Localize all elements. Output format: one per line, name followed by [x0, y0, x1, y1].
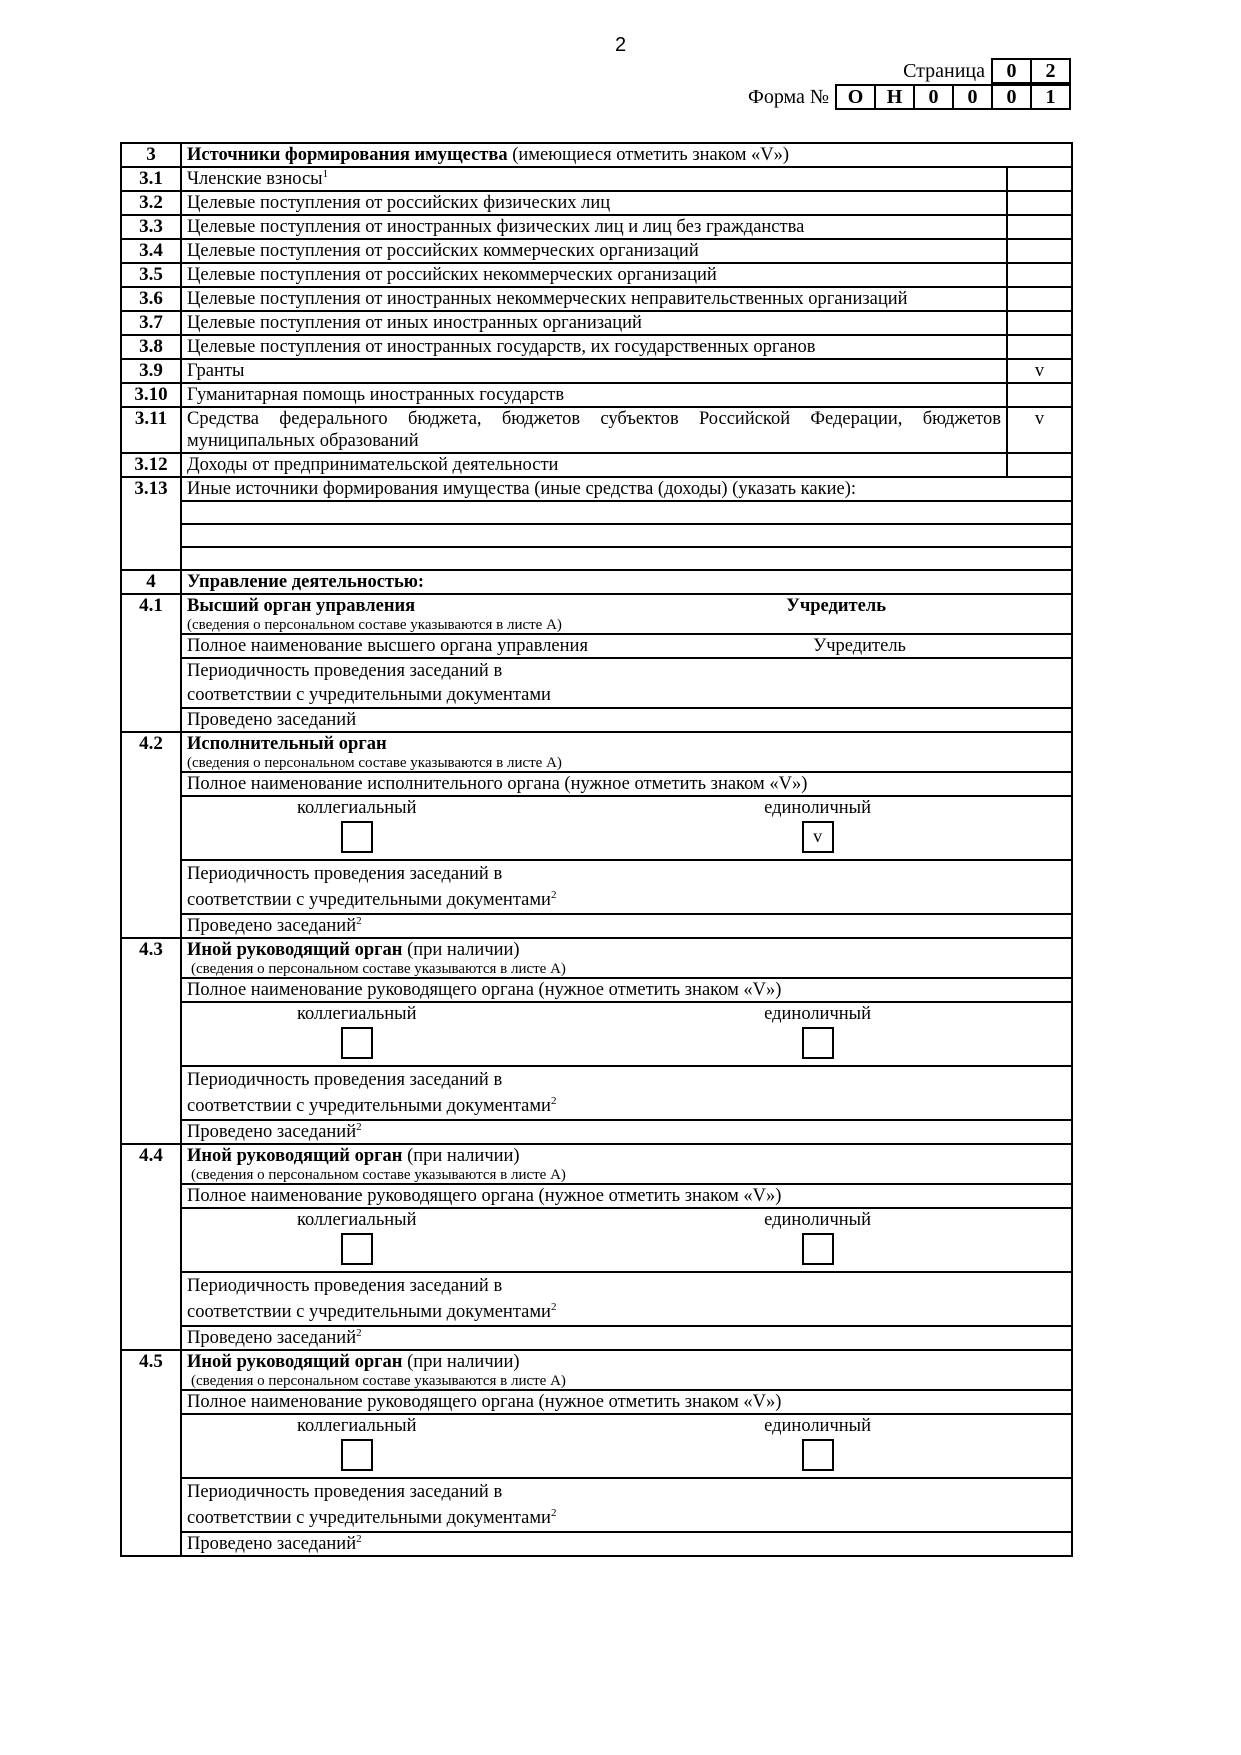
page-cells — [991, 58, 1071, 84]
section-title-cell — [181, 143, 1072, 167]
footnote-ref: 1 — [322, 167, 329, 180]
sole-label: единоличный — [764, 798, 871, 818]
body-type-options — [181, 1414, 1072, 1478]
collegial-label: коллегиальный — [297, 1004, 417, 1024]
sole-checkbox[interactable] — [802, 1439, 834, 1471]
form-cell: 0 — [954, 86, 993, 108]
section-3-header — [121, 143, 1072, 167]
full-name-cell — [181, 634, 1072, 658]
item-title-note: (при наличии) — [402, 940, 520, 960]
form-cell: 0 — [915, 86, 954, 108]
section-title-note: (имеющиеся отметить знаком «V») — [507, 145, 790, 165]
item-title: Исполнительный орган — [187, 734, 387, 754]
sole-checkbox[interactable] — [802, 1233, 834, 1265]
item-label: Целевые поступления от иностранных некоммерческих неправительственных организаций — [181, 287, 1007, 311]
page-indicator — [903, 58, 1071, 84]
governance-item-4-4 — [121, 1144, 1072, 1184]
item-title: Иной руководящий орган — [187, 1352, 403, 1372]
item-label: Целевые поступления от иностранных государств, их государственных органов — [181, 335, 1007, 359]
collegial-label: коллегиальный — [297, 1210, 417, 1230]
governance-item-4-5 — [121, 1350, 1072, 1390]
period-cell[interactable] — [181, 1272, 1072, 1326]
period-line2: соответствии с учредительными документами — [187, 1302, 551, 1322]
held-label: Проведено заседаний — [187, 916, 357, 936]
body-type-options — [181, 1002, 1072, 1066]
item-note: (сведения о персональном составе указываются в листе А) — [187, 755, 562, 771]
item-num: 4.2 — [121, 732, 181, 938]
other-sources-line-1[interactable] — [181, 501, 1072, 524]
page-number: 2 — [614, 34, 627, 56]
full-name-label: Полное наименование руководящего органа (нужное отметить знаком «V») — [181, 978, 1072, 1002]
period-cell[interactable] — [181, 658, 1072, 708]
footnote-ref: 2 — [356, 1532, 362, 1545]
period-cell[interactable] — [181, 860, 1072, 914]
source-checkbox[interactable] — [1007, 263, 1072, 287]
held-cell[interactable] — [181, 1120, 1072, 1144]
source-row — [121, 335, 1072, 359]
item-num: 3.3 — [121, 215, 181, 239]
source-row — [121, 407, 1072, 453]
item-num: 3.5 — [121, 263, 181, 287]
item-label: Иные источники формирования имущества (иные средства (доходы) (указать какие): — [181, 477, 1072, 501]
item-num: 3.9 — [121, 359, 181, 383]
governance-item-4-2 — [121, 732, 1072, 772]
full-name-label: Полное наименование исполнительного органа (нужное отметить знаком «V») — [181, 772, 1072, 796]
form-cell: 1 — [1045, 86, 1056, 108]
form-number — [748, 84, 1071, 110]
item-title-note: (при наличии) — [402, 1146, 520, 1166]
full-name-label: Полное наименование руководящего органа (нужное отметить знаком «V») — [181, 1184, 1072, 1208]
section-num: 3 — [121, 143, 181, 167]
page-cell: 0 — [993, 60, 1032, 82]
governance-item-4-3 — [121, 938, 1072, 978]
period-cell[interactable] — [181, 1066, 1072, 1120]
held-label: Проведено заседаний — [187, 1534, 357, 1554]
item-num: 3.11 — [121, 407, 181, 453]
item-num: 3.7 — [121, 311, 181, 335]
sole-label: единоличный — [764, 1004, 871, 1024]
body-type-options — [181, 796, 1072, 860]
full-name-label: Полное наименование высшего органа управления — [187, 636, 588, 656]
source-checkbox[interactable] — [1007, 239, 1072, 263]
footnote-ref: 2 — [550, 888, 557, 901]
item-label: Гранты — [181, 359, 1007, 383]
source-checkbox[interactable]: v — [1007, 359, 1072, 383]
item-title-cell — [181, 594, 1072, 634]
footnote-ref: 2 — [356, 1326, 362, 1339]
full-name-label: Полное наименование руководящего органа (нужное отметить знаком «V») — [181, 1390, 1072, 1414]
other-sources-line-2[interactable] — [181, 524, 1072, 547]
body-type-options — [181, 1208, 1072, 1272]
footnote-ref: 2 — [550, 1094, 557, 1107]
held-cell[interactable] — [181, 1326, 1072, 1350]
source-row — [121, 263, 1072, 287]
other-sources-row — [121, 477, 1072, 501]
source-checkbox[interactable]: v — [1007, 407, 1072, 453]
period-line1: Периодичность проведения заседаний в — [187, 661, 503, 681]
period-line2: соответствии с учредительными документами — [187, 1096, 551, 1116]
source-row — [121, 287, 1072, 311]
section-4-header — [121, 570, 1072, 594]
source-row — [121, 239, 1072, 263]
governance-item-4-1 — [121, 594, 1072, 634]
item-title-cell — [181, 1350, 1072, 1390]
item-note: (сведения о персональном составе указываются в листе А) — [191, 1373, 566, 1389]
report-form-table — [120, 142, 1073, 1557]
source-row — [121, 191, 1072, 215]
period-line2: соответствии с учредительными документами — [187, 685, 551, 705]
footnote-ref: 2 — [356, 1120, 362, 1133]
page-cell: 2 — [1045, 60, 1056, 82]
section-title: Источники формирования имущества — [187, 145, 508, 165]
item-label: Доходы от предпринимательской деятельности — [181, 453, 1007, 477]
held-cell[interactable] — [181, 914, 1072, 938]
item-label-cell — [181, 167, 1007, 191]
period-line1: Периодичность проведения заседаний в — [187, 1276, 503, 1296]
item-label: Целевые поступления от российских физических лиц — [181, 191, 1007, 215]
source-checkbox[interactable] — [1007, 167, 1072, 191]
item-title-cell — [181, 1144, 1072, 1184]
item-num: 3.8 — [121, 335, 181, 359]
form-cell: О — [837, 86, 876, 108]
item-title: Иной руководящий орган — [187, 1146, 403, 1166]
item-num: 3.13 — [121, 477, 181, 570]
item-num: 3.4 — [121, 239, 181, 263]
item-note: (сведения о персональном составе указываются в листе А) — [191, 961, 566, 977]
item-title: Высший орган управления — [187, 596, 416, 616]
item-title-cell — [181, 732, 1072, 772]
held-cell[interactable]: Проведено заседаний — [181, 708, 1072, 732]
footnote-ref: 2 — [356, 914, 362, 927]
item-num: 4.3 — [121, 938, 181, 1144]
source-checkbox[interactable] — [1007, 287, 1072, 311]
collegial-checkbox[interactable] — [341, 1027, 373, 1059]
collegial-label: коллегиальный — [297, 1416, 417, 1436]
source-checkbox[interactable] — [1007, 383, 1072, 407]
period-line1: Периодичность проведения заседаний в — [187, 1482, 503, 1502]
item-num: 3.2 — [121, 191, 181, 215]
item-note: (сведения о персональном составе указываются в листе А) — [187, 617, 562, 633]
item-title-cell — [181, 938, 1072, 978]
source-row — [121, 383, 1072, 407]
item-num: 3.6 — [121, 287, 181, 311]
page-label: Страница — [903, 59, 985, 82]
item-title: Иной руководящий орган — [187, 940, 403, 960]
item-note: (сведения о персональном составе указываются в листе А) — [191, 1167, 566, 1183]
sole-label: единоличный — [764, 1210, 871, 1230]
section-title: Управление деятельностью: — [181, 570, 1072, 594]
item-title-note: (при наличии) — [402, 1352, 520, 1372]
period-cell[interactable] — [181, 1478, 1072, 1532]
collegial-checkbox[interactable] — [341, 821, 373, 853]
sole-label: единоличный — [764, 1416, 871, 1436]
item-label: Целевые поступления от российских коммерческих организаций — [181, 239, 1007, 263]
period-line1: Периодичность проведения заседаний в — [187, 1070, 503, 1090]
source-checkbox[interactable] — [1007, 191, 1072, 215]
source-checkbox[interactable] — [1007, 453, 1072, 477]
item-num: 4.4 — [121, 1144, 181, 1350]
source-checkbox[interactable] — [1007, 311, 1072, 335]
full-name-value[interactable]: Учредитель — [813, 636, 906, 656]
sole-checkbox[interactable]: v — [802, 821, 834, 853]
held-cell[interactable] — [181, 1532, 1072, 1556]
item-label: Целевые поступления от российских некоммерческих организаций — [181, 263, 1007, 287]
item-label: Целевые поступления от иных иностранных организаций — [181, 311, 1007, 335]
footnote-ref: 2 — [550, 1300, 557, 1313]
item-num: 3.12 — [121, 453, 181, 477]
source-row — [121, 453, 1072, 477]
held-label: Проведено заседаний — [187, 1328, 357, 1348]
held-label: Проведено заседаний — [187, 1122, 357, 1142]
item-label: Членские взносы — [187, 169, 323, 189]
footnote-ref: 2 — [550, 1506, 557, 1519]
form-cells — [835, 84, 1071, 110]
source-checkbox[interactable] — [1007, 215, 1072, 239]
item-num: 4.1 — [121, 594, 181, 732]
item-label: Целевые поступления от иностранных физических лиц и лиц без гражданства — [181, 215, 1007, 239]
period-line1: Периодичность проведения заседаний в — [187, 864, 503, 884]
collegial-checkbox[interactable] — [341, 1233, 373, 1265]
source-row — [121, 167, 1072, 191]
collegial-label: коллегиальный — [297, 798, 417, 818]
item-num: 3.10 — [121, 383, 181, 407]
source-checkbox[interactable] — [1007, 335, 1072, 359]
item-title-value: Учредитель — [786, 596, 886, 616]
collegial-checkbox[interactable] — [341, 1439, 373, 1471]
form-cell: Н — [876, 86, 915, 108]
section-num: 4 — [121, 570, 181, 594]
period-line2: соответствии с учредительными документами — [187, 1508, 551, 1528]
source-row — [121, 215, 1072, 239]
period-line2: соответствии с учредительными документами — [187, 890, 551, 910]
form-cell: 0 — [993, 86, 1032, 108]
other-sources-line-3[interactable] — [181, 547, 1072, 570]
item-label: Гуманитарная помощь иностранных государств — [181, 383, 1007, 407]
item-num: 3.1 — [121, 167, 181, 191]
form-label: Форма № — [748, 85, 829, 108]
sole-checkbox[interactable] — [802, 1027, 834, 1059]
item-num: 4.5 — [121, 1350, 181, 1556]
item-label: Средства федерального бюджета, бюджетов субъектов Российской Федерации, бюджетов муниципальных образований — [181, 407, 1007, 453]
source-row — [121, 311, 1072, 335]
source-row — [121, 359, 1072, 383]
